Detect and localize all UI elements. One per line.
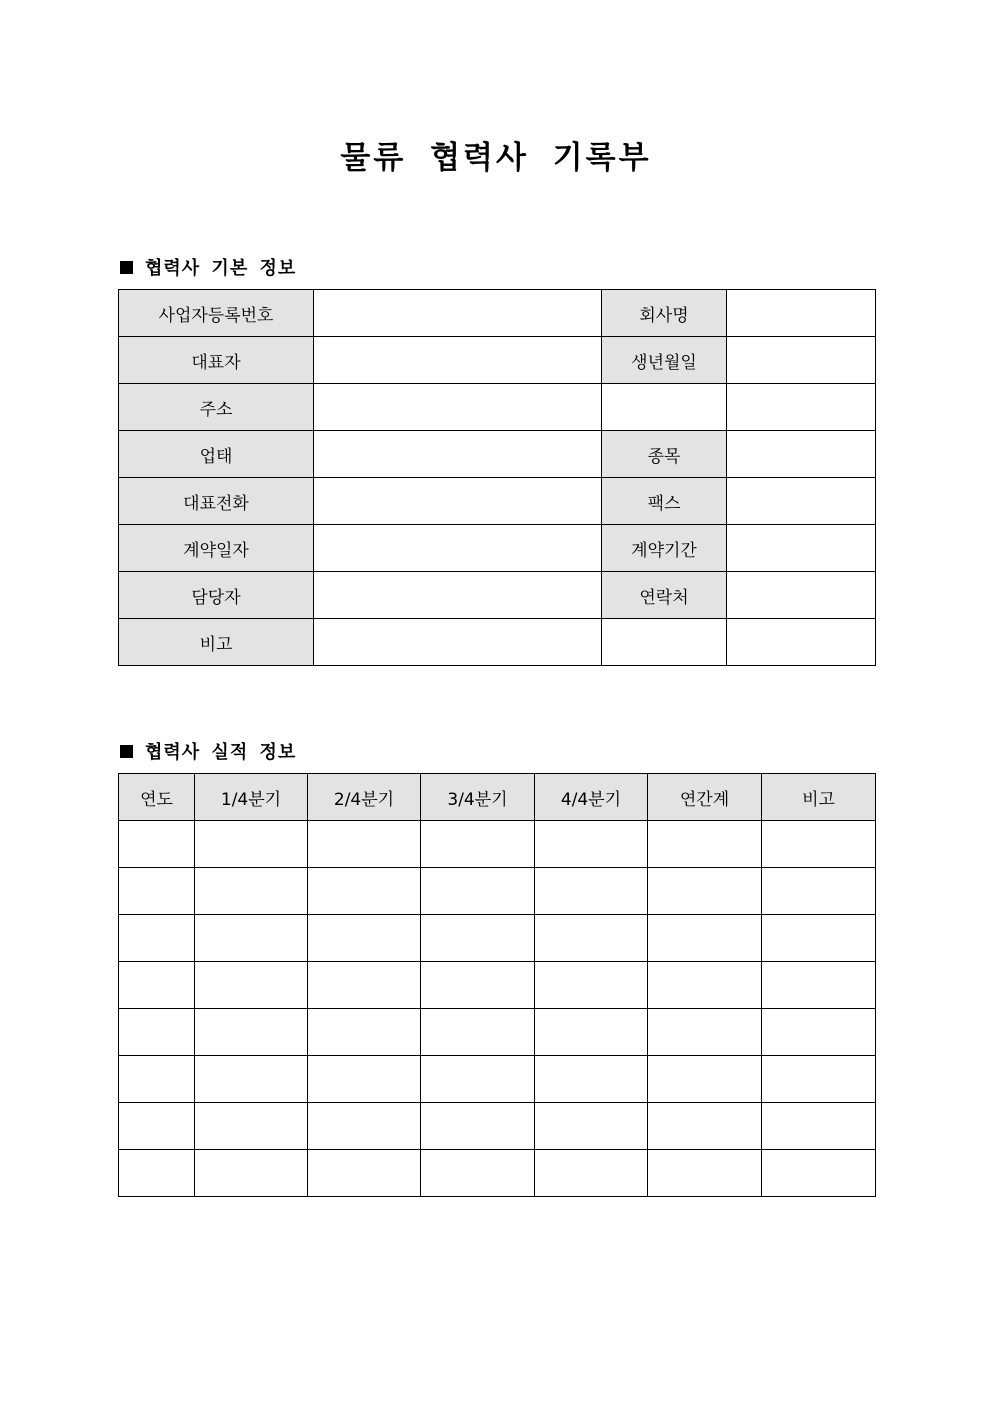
section-heading-label: 협력사 실적 정보 [145, 742, 297, 763]
table-cell[interactable] [119, 868, 195, 915]
page-title: 물류 협력사 기록부 [340, 140, 652, 176]
table-cell[interactable] [648, 915, 762, 962]
field-label: 담당자 [119, 572, 314, 619]
table-cell[interactable] [421, 915, 535, 962]
table-row [119, 962, 876, 1009]
field-label: 계약기간 [602, 525, 727, 572]
field-value[interactable] [727, 431, 876, 478]
performance-table [118, 773, 876, 1197]
table-cell[interactable] [119, 962, 195, 1009]
field-value[interactable] [314, 290, 602, 337]
field-label: 업태 [119, 431, 314, 478]
table-cell[interactable] [535, 962, 648, 1009]
table-cell[interactable] [762, 821, 876, 868]
table-cell[interactable] [308, 821, 421, 868]
table-cell[interactable] [762, 1150, 876, 1197]
table-cell[interactable] [195, 1056, 308, 1103]
field-label: 연락처 [602, 572, 727, 619]
table-cell[interactable] [308, 1056, 421, 1103]
basic-info-row [119, 337, 876, 384]
table-cell[interactable] [648, 1056, 762, 1103]
square-bullet-icon [120, 745, 133, 758]
table-cell[interactable] [762, 1056, 876, 1103]
table-cell[interactable] [308, 915, 421, 962]
table-cell[interactable] [535, 1009, 648, 1056]
column-header: 2/4분기 [308, 774, 421, 821]
table-row [119, 868, 876, 915]
basic-info-row [119, 384, 876, 431]
table-cell[interactable] [195, 868, 308, 915]
table-cell[interactable] [119, 1150, 195, 1197]
table-cell[interactable] [119, 915, 195, 962]
table-cell[interactable] [421, 1009, 535, 1056]
table-row [119, 1056, 876, 1103]
table-cell[interactable] [195, 915, 308, 962]
section-heading-label: 협력사 기본 정보 [145, 258, 297, 279]
basic-info-row [119, 478, 876, 525]
field-value[interactable] [314, 431, 602, 478]
table-cell[interactable] [421, 1056, 535, 1103]
table-cell[interactable] [648, 1103, 762, 1150]
field-label: 계약일자 [119, 525, 314, 572]
table-cell[interactable] [421, 1103, 535, 1150]
table-cell[interactable] [762, 1009, 876, 1056]
table-cell[interactable] [648, 1009, 762, 1056]
table-row [119, 1150, 876, 1197]
basic-info-row [119, 525, 876, 572]
basic-info-row [119, 619, 876, 666]
table-cell[interactable] [195, 1103, 308, 1150]
field-value[interactable] [314, 525, 602, 572]
table-cell[interactable] [762, 868, 876, 915]
table-cell[interactable] [535, 1056, 648, 1103]
table-cell[interactable] [648, 962, 762, 1009]
table-cell[interactable] [648, 1150, 762, 1197]
basic-info-row [119, 572, 876, 619]
field-label: 주소 [119, 384, 314, 431]
section-heading-performance [120, 738, 296, 764]
field-value[interactable] [314, 572, 602, 619]
table-cell[interactable] [195, 1009, 308, 1056]
column-header: 비고 [762, 774, 876, 821]
field-label: 대표자 [119, 337, 314, 384]
field-value[interactable] [727, 572, 876, 619]
table-cell[interactable] [648, 821, 762, 868]
basic-info-row [119, 290, 876, 337]
table-row [119, 915, 876, 962]
table-cell[interactable] [421, 821, 535, 868]
column-header: 1/4분기 [195, 774, 308, 821]
field-label: 회사명 [602, 290, 727, 337]
column-header: 4/4분기 [535, 774, 648, 821]
field-value[interactable] [602, 384, 727, 431]
table-cell[interactable] [421, 962, 535, 1009]
table-cell[interactable] [308, 962, 421, 1009]
table-cell[interactable] [195, 821, 308, 868]
table-row [119, 1009, 876, 1056]
square-bullet-icon [120, 261, 133, 274]
field-value[interactable] [314, 619, 602, 666]
field-label: 사업자등록번호 [119, 290, 314, 337]
table-cell[interactable] [648, 868, 762, 915]
field-value[interactable] [727, 290, 876, 337]
table-cell[interactable] [119, 1056, 195, 1103]
table-cell[interactable] [119, 1103, 195, 1150]
table-cell[interactable] [308, 1103, 421, 1150]
table-cell[interactable] [308, 868, 421, 915]
table-row [119, 1103, 876, 1150]
section-heading-basic-info [120, 254, 296, 280]
table-cell[interactable] [762, 915, 876, 962]
field-value[interactable] [314, 384, 602, 431]
table-row [119, 821, 876, 868]
column-header: 연도 [119, 774, 195, 821]
field-value[interactable] [602, 619, 727, 666]
column-header: 3/4분기 [421, 774, 535, 821]
field-value[interactable] [727, 337, 876, 384]
basic-info-row [119, 431, 876, 478]
table-cell[interactable] [762, 962, 876, 1009]
field-value[interactable] [314, 337, 602, 384]
performance-header-row [119, 774, 876, 821]
table-cell[interactable] [308, 1009, 421, 1056]
table-cell[interactable] [535, 821, 648, 868]
field-label: 팩스 [602, 478, 727, 525]
field-label: 생년월일 [602, 337, 727, 384]
basic-info-table [118, 289, 876, 666]
field-value[interactable] [727, 619, 876, 666]
table-cell[interactable] [535, 1150, 648, 1197]
table-cell[interactable] [119, 821, 195, 868]
table-cell[interactable] [535, 868, 648, 915]
table-cell[interactable] [421, 868, 535, 915]
table-cell[interactable] [308, 1150, 421, 1197]
column-header: 연간계 [648, 774, 762, 821]
table-cell[interactable] [535, 1103, 648, 1150]
table-cell[interactable] [119, 1009, 195, 1056]
field-value[interactable] [727, 384, 876, 431]
table-cell[interactable] [535, 915, 648, 962]
table-cell[interactable] [421, 1150, 535, 1197]
field-label: 대표전화 [119, 478, 314, 525]
table-cell[interactable] [195, 962, 308, 1009]
field-value[interactable] [727, 478, 876, 525]
field-label: 종목 [602, 431, 727, 478]
field-value[interactable] [727, 525, 876, 572]
field-value[interactable] [314, 478, 602, 525]
field-label: 비고 [119, 619, 314, 666]
table-cell[interactable] [195, 1150, 308, 1197]
table-cell[interactable] [762, 1103, 876, 1150]
